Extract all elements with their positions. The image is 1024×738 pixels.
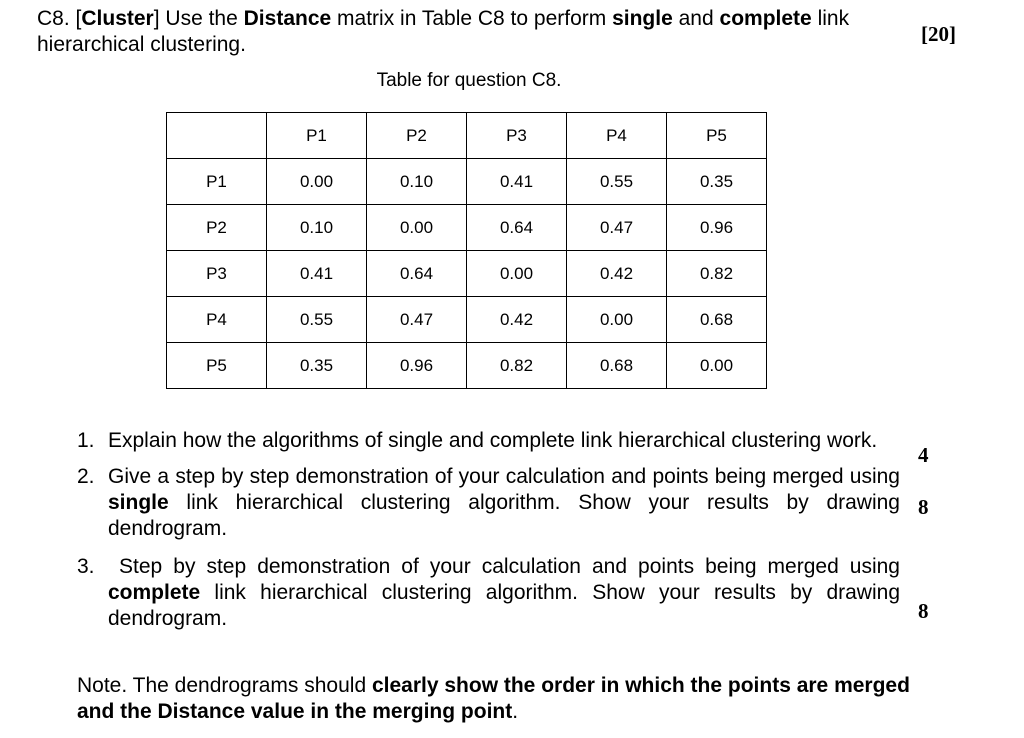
table-row (167, 343, 767, 389)
table-row (167, 159, 767, 205)
table-cell: 0.00 (367, 205, 467, 251)
table-row (167, 251, 767, 297)
table-cell: 0.41 (267, 251, 367, 297)
single-emphasis: single (108, 491, 169, 514)
row-label-cell: P1 (167, 159, 267, 205)
header-cell: P1 (267, 113, 367, 159)
question-topic: Cluster (81, 7, 154, 30)
table-cell: 0.82 (667, 251, 767, 297)
sub-question-number: 1. (77, 429, 95, 452)
table-cell: 0.82 (467, 343, 567, 389)
table-cell: 0.00 (567, 297, 667, 343)
row-label-cell: P3 (167, 251, 267, 297)
table-cell: 0.10 (267, 205, 367, 251)
sub-question-1 (77, 428, 900, 454)
table-cell: 0.68 (667, 297, 767, 343)
note-paragraph (77, 673, 917, 725)
distance-matrix-table (166, 112, 767, 389)
table-cell: 0.47 (567, 205, 667, 251)
header-row (167, 113, 767, 159)
table-cell: 0.42 (567, 251, 667, 297)
sub-question-list (77, 428, 900, 632)
bracket-open: [ (75, 7, 82, 30)
sub-question-2 (77, 464, 900, 542)
sub-question-3 (77, 554, 900, 632)
question-text-c: link hierarchical clustering. (37, 7, 850, 56)
table-cell: 0.42 (467, 297, 567, 343)
table-cell: 0.41 (467, 159, 567, 205)
table-cell: 0.64 (367, 251, 467, 297)
complete-term: complete (719, 7, 812, 30)
table-cell: 0.35 (667, 159, 767, 205)
table-cell: 0.64 (467, 205, 567, 251)
total-marks: [20] (921, 22, 956, 46)
sub-question-text-b: link hierarchical clustering algorithm. Show your results by drawing dendrogram. (108, 581, 900, 630)
distance-term: Distance (243, 7, 332, 30)
sub-question-3-marks: 8 (918, 599, 929, 623)
question-text-a: Use the (165, 7, 238, 30)
table-cell: 0.96 (667, 205, 767, 251)
sub-question-text-b: link hierarchical clustering algorithm. Show your results by drawing dendrogram. (108, 491, 900, 540)
complete-emphasis: complete (108, 581, 201, 604)
table-row (167, 297, 767, 343)
header-cell: P5 (667, 113, 767, 159)
note-suffix: . (512, 700, 519, 723)
sub-question-text-a: Step by step demonstration of your calculation and points being merged using (119, 555, 900, 578)
row-label-cell: P4 (167, 297, 267, 343)
header-cell: P4 (567, 113, 667, 159)
sub-question-number: 3. (77, 555, 95, 578)
note-prefix: Note. The dendrograms should (77, 674, 367, 697)
sub-question-1-marks: 4 (918, 443, 929, 467)
table-cell: 0.00 (467, 251, 567, 297)
table-caption: Table for question C8. (376, 70, 562, 91)
table-cell: 0.00 (667, 343, 767, 389)
sub-question-text-a: Give a step by step demonstration of your calculation and points being merged using (108, 465, 900, 488)
sub-question-2-marks: 8 (918, 495, 929, 519)
header-cell: P3 (467, 113, 567, 159)
sub-question-text: Explain how the algorithms of single and complete link hierarchical clustering work. (108, 429, 878, 452)
row-label-cell: P2 (167, 205, 267, 251)
table-cell: 0.68 (567, 343, 667, 389)
note-emphasis: clearly show the order in which the points are merged and the Distance value in the merging point (77, 674, 910, 723)
table-cell: 0.55 (267, 297, 367, 343)
single-term: single (612, 7, 673, 30)
table-cell: 0.35 (267, 343, 367, 389)
table-cell: 0.00 (267, 159, 367, 205)
table-cell: 0.47 (367, 297, 467, 343)
bracket-close: ] (153, 7, 160, 30)
table-row (167, 205, 767, 251)
row-label-cell: P5 (167, 343, 267, 389)
and-word: and (678, 7, 714, 30)
question-text-b: matrix in Table C8 to perform (337, 7, 607, 30)
table-cell: 0.10 (367, 159, 467, 205)
header-cell (167, 113, 267, 159)
sub-question-number: 2. (77, 465, 95, 488)
question-id: C8. (37, 7, 70, 30)
question-heading (37, 6, 905, 58)
table-cell: 0.96 (367, 343, 467, 389)
table-cell: 0.55 (567, 159, 667, 205)
header-cell: P2 (367, 113, 467, 159)
